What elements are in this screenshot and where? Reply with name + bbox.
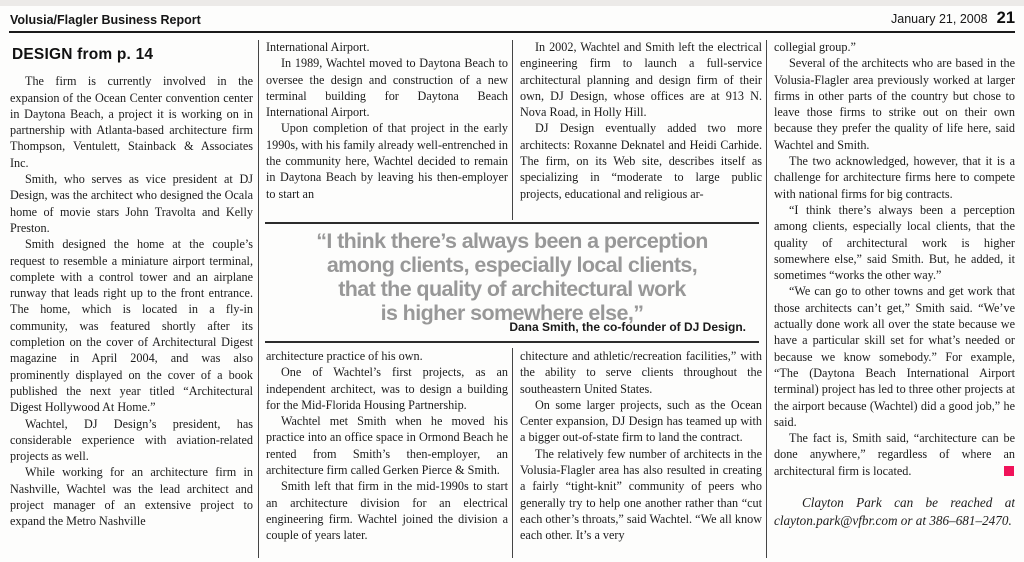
paragraph: On some larger projects, such as the Ocean Center expansion, DJ Design has teamed up with a bigger out-of-state firm to land the contract. — [520, 397, 762, 445]
paragraph: Wachtel, DJ Design’s president, has considerable experience with aviation-related projects as well. — [10, 416, 253, 464]
paragraph: In 1989, Wachtel moved to Daytona Beach to oversee the design and construction of a new terminal building for Daytona Beach International Airport. — [266, 56, 508, 120]
paragraph: The relatively few number of architects in the Volusia-Flagler area has also resulted in creating a fairly “tight-knit” community of peers who generally try to help one another rather than “cut each other’s throats,” said Wachtel. “We all know each other. It’s a very — [520, 446, 762, 543]
column-3-bottom — [520, 348, 762, 559]
paragraph: While working for an architecture firm in Nashville, Wachtel was the lead architect and project manager of an extensive project to expand the Metro Nashville — [10, 465, 253, 529]
column-4 — [774, 39, 1015, 559]
paragraph: collegial group.” — [774, 40, 856, 54]
paragraph: Smith, who serves as vice president at DJ Design, was the architect who designed the Ocala home of movie stars John Travolta and Kelly Preston. — [10, 172, 253, 235]
paragraph: The two acknowledged, however, that it is a challenge for architecture firms here to compete with national firms for big contracts. — [774, 154, 1015, 201]
paragraph: chitecture and athletic/recreation facilities,” with the ability to serve clients throughout the southeastern United States. — [520, 349, 762, 396]
page-top-edge — [0, 0, 1024, 6]
column-1-text — [10, 73, 253, 529]
page-number: 21 — [996, 9, 1015, 27]
column-divider-2-top — [512, 40, 513, 220]
pull-quote-text — [265, 229, 759, 325]
pull-quote-line: is higher somewhere else,” — [380, 301, 644, 325]
paragraph: In 2002, Wachtel and Smith left the electrical engineering firm to launch a full-service architectural planning and design firm of their own, DJ Design, whose offices are at 913 N. Nova Road, in Holly Hill. — [520, 40, 762, 120]
pull-quote-line: among clients, especially local clients, — [326, 253, 698, 277]
paragraph: “I think there’s always been a perception among clients, especially local clients, that the quality of architectural work is higher somewhere else,” said Smith. But, he added, it sometimes “works the other way.” — [774, 202, 1015, 283]
paragraph: Several of the architects who are based in the Volusia-Flagler area previously worked at larger firms in other parts of the country but chose to leave those firms to strike out on their own because they prefer the quality of life here, said Wachtel and Smith. — [774, 56, 1015, 152]
column-2-top — [266, 39, 508, 221]
paragraph: architecture practice of his own. — [266, 349, 423, 363]
paragraph: Upon completion of that project in the early 1990s, with his family already well-entrenched in the community here, Wachtel decided to remain in Daytona Beach by leaving his then-employer to start an — [266, 121, 508, 201]
paragraph: One of Wachtel’s first projects, as an independent architect, was to design a building for the Mid-Florida Housing Partnership. — [266, 365, 508, 412]
column-divider-1 — [258, 40, 259, 558]
column-3-top — [520, 39, 762, 221]
pull-quote — [265, 222, 759, 343]
final-paragraph — [774, 430, 1015, 479]
issue-date: January 21, 2008 — [891, 12, 988, 26]
column-divider-2-bottom — [512, 348, 513, 558]
column-1 — [10, 42, 253, 558]
paragraph: Smith designed the home at the couple’s request to resemble a miniature airport terminal, complete with a control tower and an airplane runway that leads right up to the front entrance. The home, which is located in a fly-in community, was featured shortly after its completion on the cover of Architectural Digest magazine in April 2004, and was also prominently displayed on the cover of a book published the next year titled “Architectural Digest Hollywood At Home.” — [10, 237, 253, 415]
paragraph: Smith left that firm in the mid-1990s to start an architecture division for an electrical engineering firm. Wachtel joined the division a couple of years later. — [266, 479, 508, 543]
header-right — [891, 9, 1015, 28]
pull-quote-attribution: Dana Smith, the co-founder of DJ Design. — [509, 320, 746, 334]
paragraph: The firm is currently involved in the expansion of the Ocean Center convention center in Daytona Beach, a project it is working on in partnership with Atlanta-based architecture firm Thompson, Ventulett, Stainback & Associates Inc. — [10, 74, 253, 170]
author-contact-line: Clayton Park can be reached at clayton.park@vfbr.com or at 386–681–2470. — [774, 495, 1015, 529]
paragraph: International Airport. — [266, 40, 370, 54]
column-divider-3 — [766, 40, 767, 558]
column-4-text — [774, 39, 1015, 430]
column-2-bottom — [266, 348, 508, 559]
paragraph: Wachtel met Smith when he moved his practice into an office space in Ormond Beach he rented from Smith’s then-employer, an architecture firm called Gerken Pierce & Smith. — [266, 414, 508, 478]
publication-title: Volusia/Flagler Business Report — [10, 13, 201, 27]
header-rule — [9, 31, 1015, 33]
paragraph: “We can go to other towns and get work that those architects can’t get,” Smith said. “We’ve actually done work all over the state because we have a particular skill set for what’s needed or because we know somebody.” For example, “The (Daytona Beach International Airport terminal) project has led to three other projects at the airport because (Wachtel) did a good job,” he said. — [774, 284, 1015, 429]
section-heading: DESIGN from p. 14 — [12, 46, 154, 63]
paragraph: DJ Design eventually added two more architects: Roxanne Deknatel and Heidi Carhide. The firm, on its Web site, describes itself as specializing in “moderate to large public projects, educational and religious ar- — [520, 121, 762, 201]
end-of-article-mark — [1004, 466, 1014, 476]
pull-quote-line: that the quality of architectural work — [338, 277, 686, 301]
final-paragraph-text: The fact is, Smith said, “architecture can be done anywhere,” regardless of where an architectural firm is located. — [774, 431, 1015, 478]
pull-quote-line: “I think there’s always been a perception — [316, 229, 708, 253]
